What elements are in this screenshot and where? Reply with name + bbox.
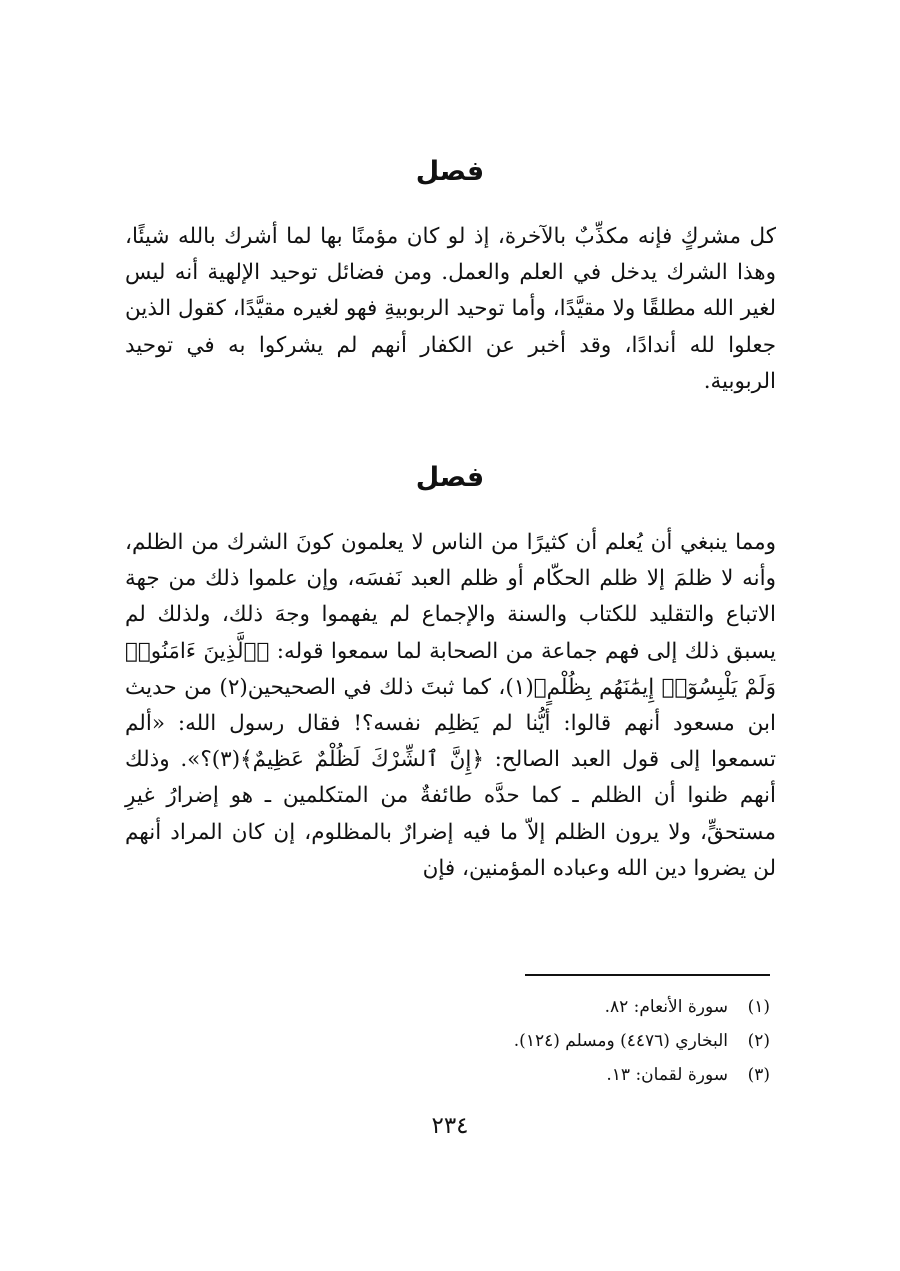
footnote-item bbox=[125, 990, 776, 1024]
section-2-paragraph: ومما ينبغي أن يُعلم أن كثيرًا من الناس لا يعلمون كونَ الشرك من الظلم، وأنه لا ظلمَ إلا ظلم الحكّام أو ظلم العبد نَفسَه، وإن علموا ذلك من جهة الاتباع والتقليد للكتاب والسنة والإجماع لم يفهموا وجهَ ذلك، ولذلك لم يسبق ذلك إلى فهم جماعة من الصحابة لما سمعوا قوله: ﴿ٱلَّذِينَ ءَامَنُوا۟ وَلَمْ يَلْبِسُوٓا۟ إِيمَٰنَهُم بِظُلْمٍ﴾(١)، كما ثبتَ ذلك في الصحيحين(٢) من حديث ابن مسعود أنهم قالوا: أيُّنا لم يَظلِم نفسه؟! فقال رسول الله: «ألم تسمعوا إلى قول العبد الصالح: ﴿إِنَّ ٱلشِّرْكَ لَظُلْمٌ عَظِيمٌ﴾(٣)؟». وذلك أنهم ظنوا أن الظلم ـ كما حدَّه طائفةٌ من المتكلمين ـ هو إضرارُ غيرِ مستحقٍّ، ولا يرون الظلم إلاّ ما فيه إضرارٌ بالمظلوم، إن كان المراد أنهم لن يضروا دين الله وعباده المؤمنين، فإن bbox=[125, 530, 776, 881]
page-number: ٢٣٤ bbox=[431, 1113, 469, 1139]
section-1-paragraph: كل مشركٍ فإنه مكذِّبٌ بالآخرة، إذ لو كان مؤمنًا بها لما أشرك بالله شيئًا، وهذا الشرك يدخل في العلم والعمل. ومن فضائل توحيد الإلهية أنه ليس لغير الله مطلقًا ولا مقيَّدًا، وأما توحيد الربوبيةِ فهو لغيره مقيَّدًا، كقول الذين جعلوا لله أندادًا، وقد أخبر عن الكفار أنهم لم يشركوا به في توحيد الربوبية. bbox=[125, 224, 776, 394]
footnote-text: سورة لقمان: ١٣. bbox=[606, 1065, 728, 1085]
footnote-number: (٣) bbox=[747, 1065, 770, 1085]
footnotes-list bbox=[125, 990, 776, 1092]
footnote-number: (٢) bbox=[747, 1031, 770, 1051]
footnote-text: البخاري (٤٤٧٦) ومسلم (١٢٤). bbox=[513, 1031, 728, 1051]
footnote-text: سورة الأنعام: ٨٢. bbox=[604, 997, 728, 1017]
footnote-item bbox=[125, 1024, 776, 1058]
footnote-item bbox=[125, 1058, 776, 1092]
section-1-heading: فصل bbox=[415, 156, 485, 187]
footnote-number: (١) bbox=[747, 997, 770, 1017]
section-2-heading: فصل bbox=[415, 462, 485, 493]
footnote-divider bbox=[525, 974, 770, 976]
